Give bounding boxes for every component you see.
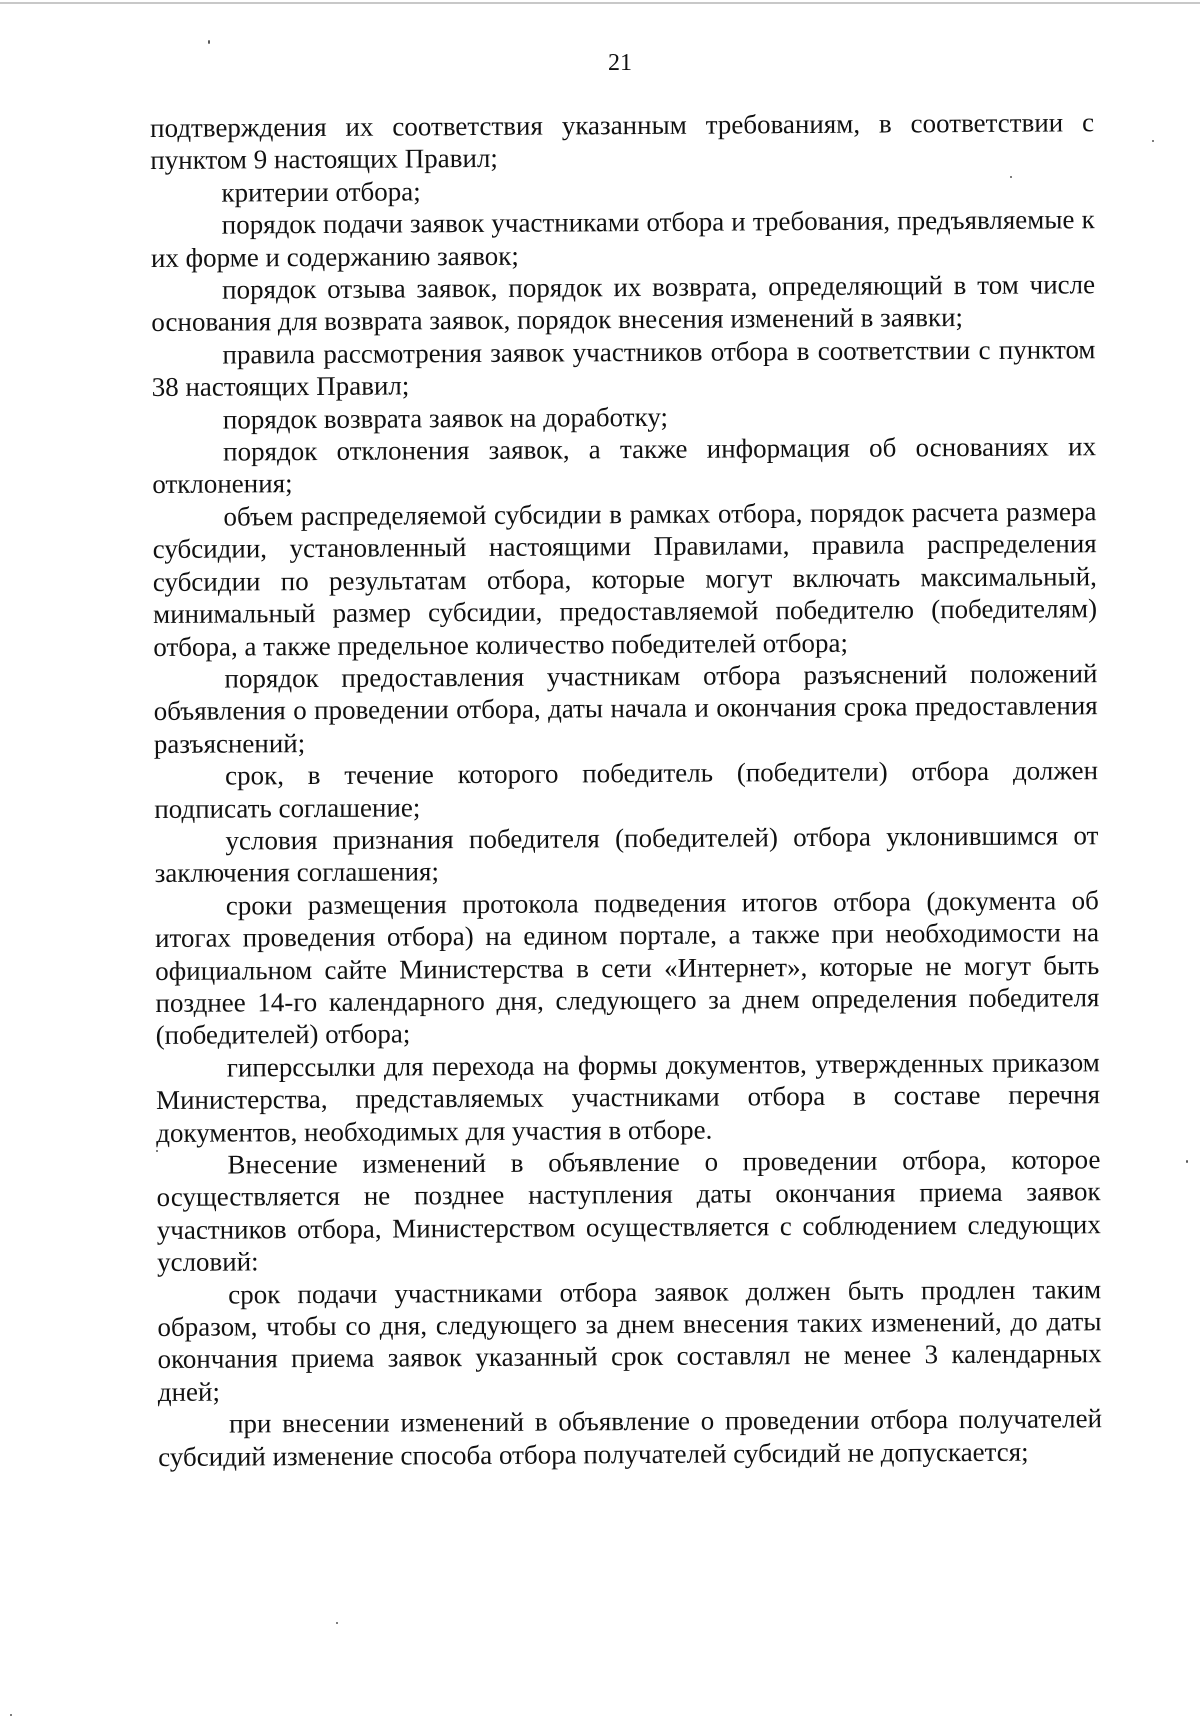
paragraph: сроки размещения протокола подведения итогов отбора (документа об итогах проведения отбора) на едином портале, а также при необходимости на официальном сайте Министерства в сети «Интернет», которые не могут быть позднее 14-го календарного дня, следующего за днем определения победителя (победителей) отбора;	[154, 884, 1100, 1051]
scan-speck	[156, 1150, 158, 1152]
paragraph: критерии отбора;	[221, 176, 421, 208]
scan-speck	[336, 1622, 338, 1624]
scan-speck	[10, 1714, 12, 1716]
paragraph: гиперссылки для перехода на формы документов, утвержденных приказом Министерства, представляемых участниками отбора в составе перечня документов, необходимых для участия в отборе.	[155, 1046, 1101, 1148]
paragraph: Внесение изменений в объявление о проведении отбора, которое осуществляется не позднее наступления даты окончания приема заявок участников отбора, Министерством осуществляется с соблюдением следующих условий:	[156, 1144, 1101, 1278]
scan-speck	[1186, 1160, 1188, 1163]
paragraph: порядок подачи заявок участниками отбора и требования, предъявляемые к их форме и содержанию заявок;	[150, 204, 1095, 273]
paragraph: условия признания победителя (победителей) отбора уклонившимся от заключения соглашения;	[154, 820, 1099, 889]
document-body	[150, 106, 1102, 1473]
scan-edge-line	[0, 2, 1200, 4]
paragraph: срок подачи участниками отбора заявок должен быть продлен таким образом, чтобы со дня, следующего за днем внесения таких изменений, до даты окончания приема заявок указанный срок составлял не менее 3 календарных дней;	[157, 1273, 1102, 1407]
paragraph: объем распределяемой субсидии в рамках отбора, порядок расчета размера субсидии, установленный настоящими Правилами, правила распределения субсидии по результатам отбора, которые могут включать максимальный, минимальный размер субсидии, предоставляемой победителю (победителям) отбора, а также предельное количество победителей отбора;	[152, 496, 1098, 662]
paragraph: порядок отзыва заявок, порядок их возврата, определяющий в том числе основания для возврата заявок, порядок внесения изменений в заявки;	[151, 269, 1096, 338]
paragraph: при внесении изменений в объявление о проведении отбора получателей субсидий изменение способа отбора получателей субсидий не допускается;	[158, 1403, 1103, 1472]
page-number: 21	[608, 50, 632, 76]
paragraph: порядок отклонения заявок, а также информация об основаниях их отклонения;	[152, 431, 1097, 500]
paragraph: порядок возврата заявок на доработку;	[222, 401, 669, 435]
paragraph: порядок предоставления участникам отбора разъяснений положений объявления о проведении отбора, даты начала и окончания срока предоставления разъяснений;	[153, 658, 1098, 759]
scan-speck	[1152, 140, 1154, 142]
paragraph: подтверждения их соответствия указанным требованиям, в соответствии с пунктом 9 настоящих Правил;	[150, 107, 1095, 176]
paragraph: правила рассмотрения заявок участников отбора в соответствии с пунктом 38 настоящих Правил;	[151, 334, 1096, 403]
scan-speck	[208, 40, 210, 44]
scan-speck	[1010, 176, 1012, 178]
paragraph: срок, в течение которого победитель (победители) отбора должен подписать соглашение;	[154, 755, 1099, 824]
